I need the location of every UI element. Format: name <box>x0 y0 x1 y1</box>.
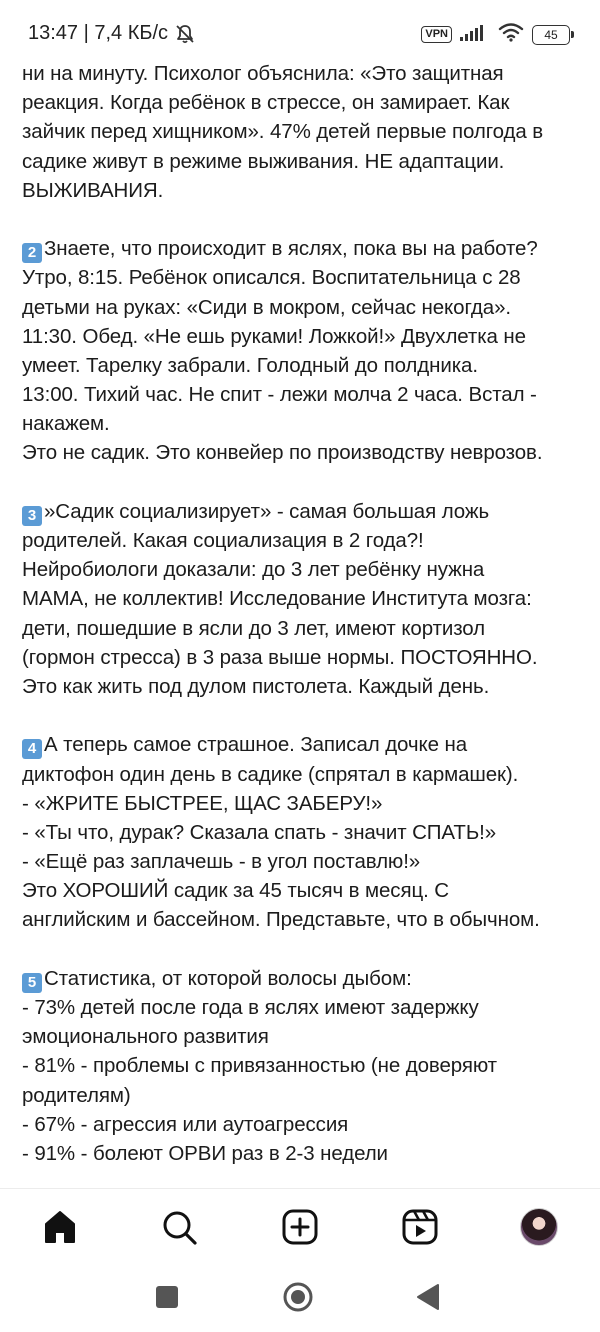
recents-square-icon <box>155 1285 179 1309</box>
post-text-span: А теперь самое страшное. Записал дочке на <box>44 733 468 757</box>
post-text-span: »Садик социализирует» - самая большая ложь <box>44 499 490 523</box>
keycap-number-icon: 5 <box>22 973 42 993</box>
post-text-span: Нейробиологи доказали: до 3 лет ребёнку нужна <box>22 558 485 582</box>
signal-icon <box>460 22 490 47</box>
status-bar <box>0 0 600 62</box>
post-text-line <box>22 351 582 380</box>
post-text-line <box>22 993 582 1022</box>
post-text-line <box>22 584 582 613</box>
post-text-span: родителей. Какая социализация в 2 года?! <box>22 529 424 552</box>
back-button[interactable] <box>411 1280 445 1314</box>
home-system-button[interactable] <box>281 1280 315 1314</box>
post-text-line <box>22 672 582 701</box>
post-text-line <box>22 293 582 322</box>
add-post-icon <box>281 1208 319 1246</box>
status-time-speed: 13:47 | 7,4 КБ/с <box>28 22 169 44</box>
post-text-span: - 81% - проблемы с привязанностью (не доверяют <box>22 1054 497 1078</box>
post-text-span: ВЫЖИВАНИЯ. <box>22 178 164 202</box>
post-text-span: Это не садик. Это конвейер по производству неврозов. <box>22 441 543 465</box>
post-text-line <box>22 876 582 905</box>
post-text-line <box>22 1051 582 1080</box>
post-text-line <box>22 1022 582 1051</box>
post-text-line <box>22 905 582 934</box>
nav-create[interactable] <box>278 1205 322 1249</box>
post-text-span: умеет. Тарелку забрали. Голодный до полдника. <box>22 353 478 377</box>
post-text-span: - «ЖРИТЕ БЫСТРЕЕ, ЩАС ЗАБЕРУ!» <box>22 791 383 815</box>
battery-indicator: 45 <box>532 25 570 45</box>
muted-bell-icon <box>174 23 196 45</box>
post-text-line <box>22 730 582 759</box>
post-text-line <box>22 964 582 993</box>
post-text-span: - 91% - болеют ОРВИ раз в 2-3 недели <box>22 1141 388 1165</box>
post-text-line <box>22 643 582 672</box>
post-text-line <box>22 789 582 818</box>
post-text-line <box>22 497 582 526</box>
post-text-line <box>22 1139 582 1168</box>
keycap-number-icon: 4 <box>22 739 42 759</box>
keycap-number-icon: 3 <box>22 506 42 526</box>
post-text-span: Статистика, от которой волосы дыбом: <box>44 966 412 990</box>
post-text-line <box>22 847 582 876</box>
post-text-span: диктофон один день в садике (спрятал в кармашек). <box>22 762 519 786</box>
post-text <box>22 59 582 1168</box>
post-text-line <box>22 234 582 263</box>
post-text-span: эмоционального развития <box>22 1025 269 1049</box>
post-text-span: садике живут в режиме выживания. НЕ адаптации. <box>22 149 505 173</box>
post-text-span: зайчик перед хищником». 47% детей первые полгода в <box>22 120 544 144</box>
home-icon <box>41 1208 79 1246</box>
post-text-span: Знаете, что происходит в яслях, пока вы на работе? <box>44 237 538 261</box>
post-text-span: детьми на руках: «Сиди в мокром, сейчас некогда». <box>22 295 511 319</box>
post-text-span: - «Ты что, дурак? Сказала спать - значит СПАТЬ!» <box>22 820 497 844</box>
post-text-span: Это как жить под дулом пистолета. Каждый день. <box>22 674 490 698</box>
post-text-line <box>22 760 582 789</box>
recents-button[interactable] <box>150 1280 184 1314</box>
post-text-span: Это ХОРОШИЙ садик за 45 тысяч в месяц. С <box>22 879 449 903</box>
post-text-span: реакция. Когда ребёнок в стрессе, он замирает. Как <box>22 91 510 115</box>
profile-avatar[interactable] <box>520 1208 558 1246</box>
post-text-span: дети, пошедшие в ясли до 3 лет, имеют кортизол <box>22 616 485 640</box>
nav-home[interactable] <box>38 1205 82 1249</box>
post-text-span: ни на минуту. Психолог объяснила: «Это защитная <box>22 62 504 85</box>
post-text-line <box>22 176 582 205</box>
status-right <box>421 22 570 47</box>
post-text-line <box>22 380 582 409</box>
post-text-span: 11:30. Обед. «Не ешь руками! Ложкой!» Двухлетка не <box>22 324 526 348</box>
wifi-icon <box>498 22 524 47</box>
post-text-span: - «Ещё раз заплачешь - в угол поставлю!» <box>22 850 421 874</box>
paragraph-gap <box>22 701 582 730</box>
paragraph-gap <box>22 468 582 497</box>
post-text-line <box>22 526 582 555</box>
post-text-line <box>22 1081 582 1110</box>
post-text-line <box>22 818 582 847</box>
nav-search[interactable] <box>157 1205 201 1249</box>
post-text-span: родителям) <box>22 1083 131 1107</box>
post-text-line <box>22 59 582 88</box>
post-text-span: английским и бассейном. Представьте, что в обычном. <box>22 908 540 932</box>
system-navigation-bar <box>0 1264 600 1332</box>
nav-profile[interactable] <box>517 1205 561 1249</box>
post-text-span: Утро, 8:15. Ребёнок описался. Воспитательница с 28 <box>22 266 521 290</box>
post-text-line <box>22 88 582 117</box>
post-text-line <box>22 555 582 584</box>
search-icon <box>160 1208 198 1246</box>
post-text-span: 13:00. Тихий час. Не спит - лежи молча 2 часа. Встал - <box>22 383 537 407</box>
post-text-line <box>22 322 582 351</box>
post-text-line <box>22 263 582 292</box>
vpn-badge: VPN <box>421 26 452 43</box>
status-left <box>28 22 196 45</box>
post-text-span: накажем. <box>22 412 110 436</box>
post-text-line <box>22 614 582 643</box>
post-text-span: МАМА, не коллектив! Исследование Института мозга: <box>22 587 532 611</box>
post-text-span: (гормон стресса) в 3 раза выше нормы. ПОСТОЯННО. <box>22 645 538 669</box>
post-text-line <box>22 409 582 438</box>
post-text-line <box>22 1110 582 1139</box>
post-text-span: - 67% - агрессия или аутоагрессия <box>22 1112 349 1136</box>
post-text-line <box>22 147 582 176</box>
post-text-line <box>22 438 582 467</box>
back-triangle-icon <box>415 1283 441 1311</box>
post-text-span: - 73% детей после года в яслях имеют задержку <box>22 996 479 1019</box>
home-circle-icon <box>282 1281 314 1313</box>
nav-reels[interactable] <box>398 1205 442 1249</box>
reels-icon <box>401 1208 439 1246</box>
post-text-line <box>22 117 582 146</box>
paragraph-gap <box>22 205 582 234</box>
paragraph-gap <box>22 935 582 964</box>
keycap-number-icon: 2 <box>22 243 42 263</box>
bottom-navigation-bar <box>0 1188 600 1264</box>
